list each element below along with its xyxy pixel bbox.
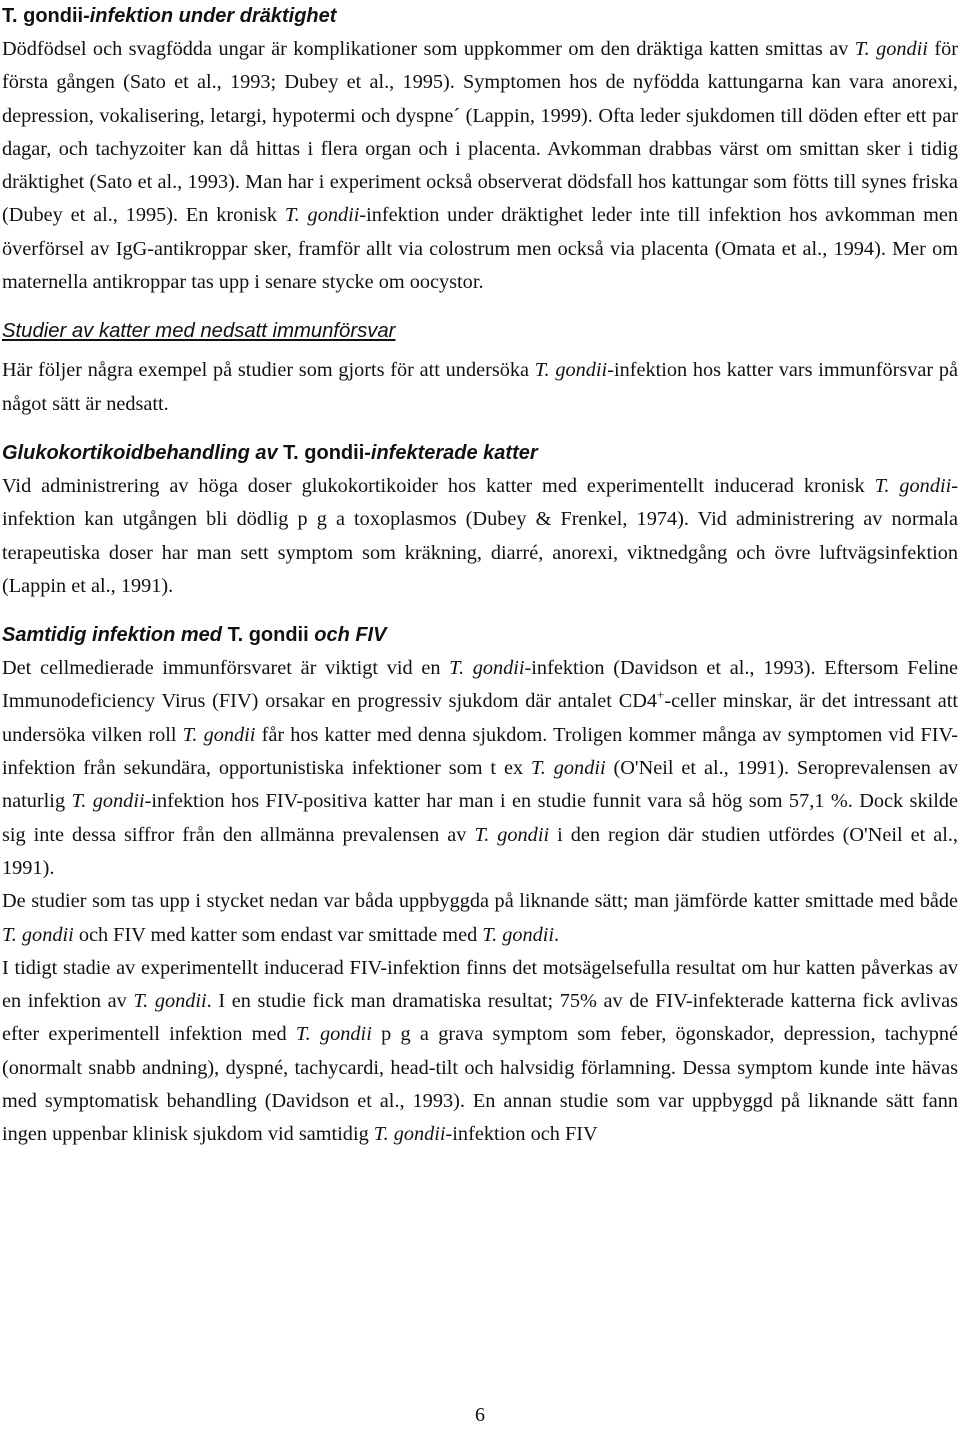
subheading-glucocorticoid: Glukokortikoidbehandling av T. gondii-infekterade katter — [2, 441, 538, 464]
paragraph-fiv-1: Det cellmedierade immunförsvaret är viktigt vid en T. gondii-infektion (Davidson et al., 1993). Eftersom Feline Immunodeficiency Virus (FIV) orsakar en progressiv sjukdom där antalet CD4+-celler minskar, är det intressant att undersöka vilken roll T. gondii får hos katter med denna sjukdom. Troligen kommer många av symptomen vid FIV-infektion från sekundära, opportunistiska infektioner som t ex T. gondii (O'Neil et al., 1991). Seroprevalensen av naturlig T. gondii-infektion hos FIV-positiva katter har man i en studie funnit vara så hög som 57,1 %. Dock skilde sig inte dessa siffror från den allmänna prevalensen av T. gondii i den region där studien utfördes (O'Neil et al., 1991). — [2, 657, 959, 879]
section-heading-immunosuppressed: Studier av katter med nedsatt immunförsvar — [2, 320, 396, 343]
subheading-fiv: Samtidig infektion med T. gondii och FIV — [2, 624, 387, 647]
paragraph-pregnancy: Dödfödsel och svagfödda ungar är komplikationer som uppkommer om den dräktiga katten smittas av T. gondii för första gången (Sato et al., 1993; Dubey et al., 1995). Symptomen hos de nyfödda kattungarna kan vara anorexi, depression, vokalisering, letargi, hypotermi och dyspne´ (Lappin, 1999). Ofta leder sjukdomen till döden efter ett par dagar, och tachyzoiter kan då hittas i flera organ och i placenta. Avkomman drabbas värst om smittan sker i tidig dräktighet (Sato et al., 1993). Man har i experiment också observerat dödsfall hos kattungar som fötts till synes friska (Dubey et al., 1995). En kronisk T. gondii-infektion under dräktighet leder inte till infektion hos avkomman men överförsel av IgG-antikroppar sker, framför allt via colostrum men också via placenta (Omata et al., 1994). Mer om maternella antikroppar tas upp i senare stycke om oocystor. — [2, 38, 959, 294]
paragraph-fiv-3: I tidigt stadie av experimentellt inducerad FIV-infektion finns det motsägelsefulla resultat om hur katten påverkas av en infektion av T. gondii. I en studie fick man dramatiska resultat; 75% av de FIV-infekterade katterna fick avlivas efter experimentell infektion med T. gondii p g a grava symptom som feber, ögonskador, depression, tachypné (onormalt snabb andning), dyspné, tachycardi, head-tilt och halvsidig förlamning. Dessa symptom kunde inte hävas med symptomatisk behandling (Davidson et al., 1993). En annan studie som var uppbyggd på liknande sätt fann ingen uppenbar klinisk sjukdom vid samtidig T. gondii-infektion och FIV — [2, 956, 958, 1146]
paragraph-fiv-2: De studier som tas upp i stycket nedan var båda uppbyggda på liknande sätt; man jämförde katter smittade med både T. gondii och FIV med katter som endast var smittade med T. gondii. — [2, 890, 958, 946]
heading-species: T. gondii — [2, 5, 84, 27]
paragraph-glucocorticoid: Vid administrering av höga doser glukokortikoider hos katter med experimentellt inducerad kronisk T. gondii-infektion kan utgången bli dödlig p g a toxoplasmos (Dubey & Frenkel, 1974). Vid administrering av normala terapeutiska doser har man sett symptom som kräkning, diarré, anorexi, viktnedgång och övre luftvägsinfektion (Lappin et al., 1991). — [2, 474, 958, 597]
heading-text: -infektion under dräktighet — [83, 5, 337, 27]
section-heading-pregnancy — [2, 0, 958, 33]
paragraph-immunosuppressed-intro: Här följer några exempel på studier som gjorts för att undersöka T. gondii-infektion hos katter vars immunförsvar på något sätt är nedsatt. — [2, 359, 959, 415]
page-number: 6 — [475, 1404, 485, 1426]
